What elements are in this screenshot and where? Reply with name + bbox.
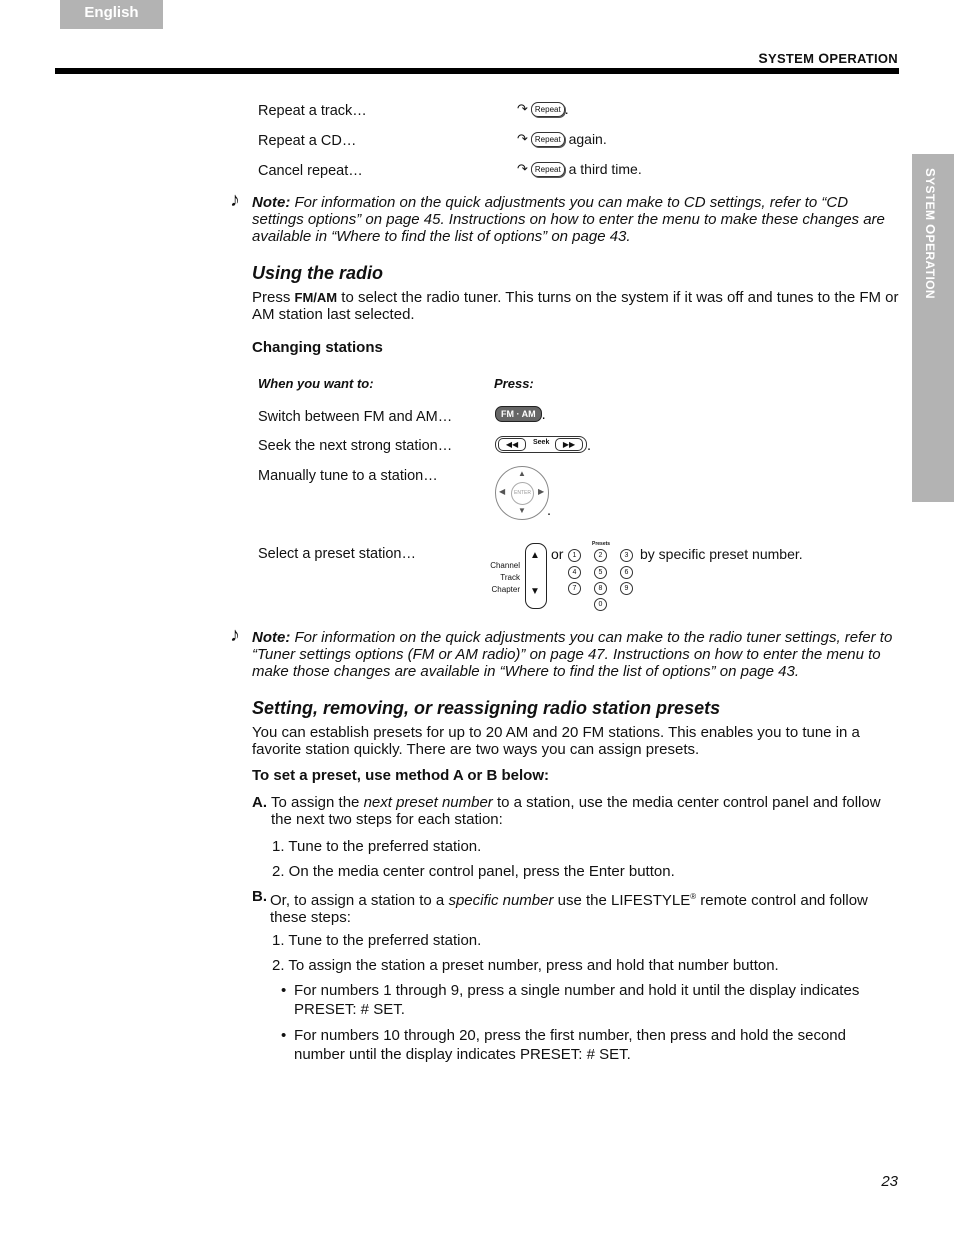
bullet-item: • For numbers 10 through 20, press the first number, then press and hold the second number until the display indicates PRESET: # SET. (281, 1027, 846, 1063)
preset-suffix: by specific preset number. (640, 546, 803, 562)
channel-rocker-icon: ▲ ▼ (525, 543, 547, 609)
radio-intro: Press FM/AM to select the radio tuner. This turns on the system if it was off and tunes to the FM or AM station last selected. (252, 289, 899, 323)
number-button-icon: 2 (594, 549, 607, 562)
repeat-row-label: Cancel repeat… (258, 163, 363, 179)
dial-period: . (547, 503, 552, 519)
bullet-item: • For numbers 1 through 9, press a single number and hold it until the display indicates PRESET: # SET. (281, 982, 860, 1018)
number-button-icon: 5 (594, 566, 607, 579)
fm-am-button-icon: FM · AM (495, 406, 542, 422)
press-arrow-icon: ↷ (517, 161, 528, 176)
page-number: 23 (881, 1173, 898, 1190)
presets-intro: You can establish presets for up to 20 AM and 20 FM stations. This enables you to tune in a favorite station quickly. There are two ways you can assign presets. (252, 724, 860, 758)
music-note-icon: ♪ (230, 624, 240, 646)
repeat-row-label: Repeat a CD… (258, 133, 357, 149)
section-header: SYSTEM OPERATION (758, 50, 898, 66)
number-button-icon: 9 (620, 582, 633, 595)
number-button-icon: 8 (594, 582, 607, 595)
header-rule (55, 68, 899, 74)
method-b: B. Or, to assign a station to a specific number use the LIFESTYLE® remote control and follow these steps: (252, 888, 868, 926)
number-button-icon: 4 (568, 566, 581, 579)
repeat-button-icon: Repeat (531, 132, 565, 147)
number-button-icon: 0 (594, 598, 607, 611)
music-note-icon: ♪ (230, 189, 240, 211)
repeat-row-press: ↷ Repeat a third time. (517, 161, 642, 177)
method-b-step: 2. To assign the station a preset number, press and hold that number button. (272, 957, 779, 974)
channel-labels: Channel Track Chapter (490, 561, 520, 594)
presets-label: Presets (592, 541, 611, 547)
method-b-step: 1. Tune to the preferred station. (272, 932, 482, 949)
seek-press: ◀◀ Seek ▶▶ . (495, 436, 591, 454)
skip-forward-icon: ▶▶ (555, 438, 583, 451)
col-head-press: Press: (494, 376, 534, 391)
method-heading: To set a preset, use method A or B below: (252, 767, 549, 784)
number-button-icon: 7 (568, 582, 581, 595)
language-tab: English (60, 0, 163, 29)
radio-row-label: Seek the next strong station… (258, 438, 453, 454)
repeat-row-label: Repeat a track… (258, 103, 367, 119)
number-button-icon: 6 (620, 566, 633, 579)
tune-dial-icon: ▲ ▼ ◀ ▶ ENTER (495, 466, 549, 520)
press-arrow-icon: ↷ (517, 101, 528, 116)
section-heading-radio: Using the radio (252, 263, 384, 283)
press-arrow-icon: ↷ (517, 131, 528, 146)
method-a: A. To assign the next preset number to a station, use the media center control panel and follow the next two steps for each station: (252, 794, 881, 828)
section-heading-presets: Setting, removing, or reassigning radio station presets (252, 698, 721, 718)
or-text: or (551, 546, 564, 562)
fm-am-press: FM · AM . (495, 406, 546, 423)
method-a-step: 2. On the media center control panel, press the Enter button. (272, 863, 675, 880)
note-cd-settings: ♪ Note: For information on the quick adjustments you can make to CD settings, refer to “CD settings options” on page 45. Instructions on how to enter the menu to make these changes are available in “Where to find the list of options” on page 43. (230, 189, 885, 245)
radio-row-label: Manually tune to a station… (258, 468, 438, 484)
repeat-row-press: ↷ Repeat . (517, 101, 569, 117)
repeat-button-icon: Repeat (531, 102, 565, 117)
side-section-tab: SYSTEM OPERATION (912, 154, 954, 502)
radio-row-label: Select a preset station… (258, 546, 416, 562)
number-button-icon: 1 (568, 549, 581, 562)
method-a-step: 1. Tune to the preferred station. (272, 838, 482, 855)
skip-back-icon: ◀◀ (498, 438, 526, 451)
repeat-button-icon: Repeat (531, 162, 565, 177)
col-head-want: When you want to: (258, 376, 374, 391)
repeat-row-press: ↷ Repeat again. (517, 131, 607, 147)
seek-button-icon: ◀◀ Seek ▶▶ (495, 436, 587, 453)
changing-stations-heading: Changing stations (252, 339, 383, 356)
note-tuner-settings: ♪ Note: For information on the quick adjustments you can make to the radio tuner settings, refer to “Tuner settings options (FM or AM radio)” on page 47. Instructions on how to enter the menu to make those changes are available in “Where to find the list of options” on page 43. (230, 624, 893, 680)
number-button-icon: 3 (620, 549, 633, 562)
radio-row-label: Switch between FM and AM… (258, 409, 453, 425)
